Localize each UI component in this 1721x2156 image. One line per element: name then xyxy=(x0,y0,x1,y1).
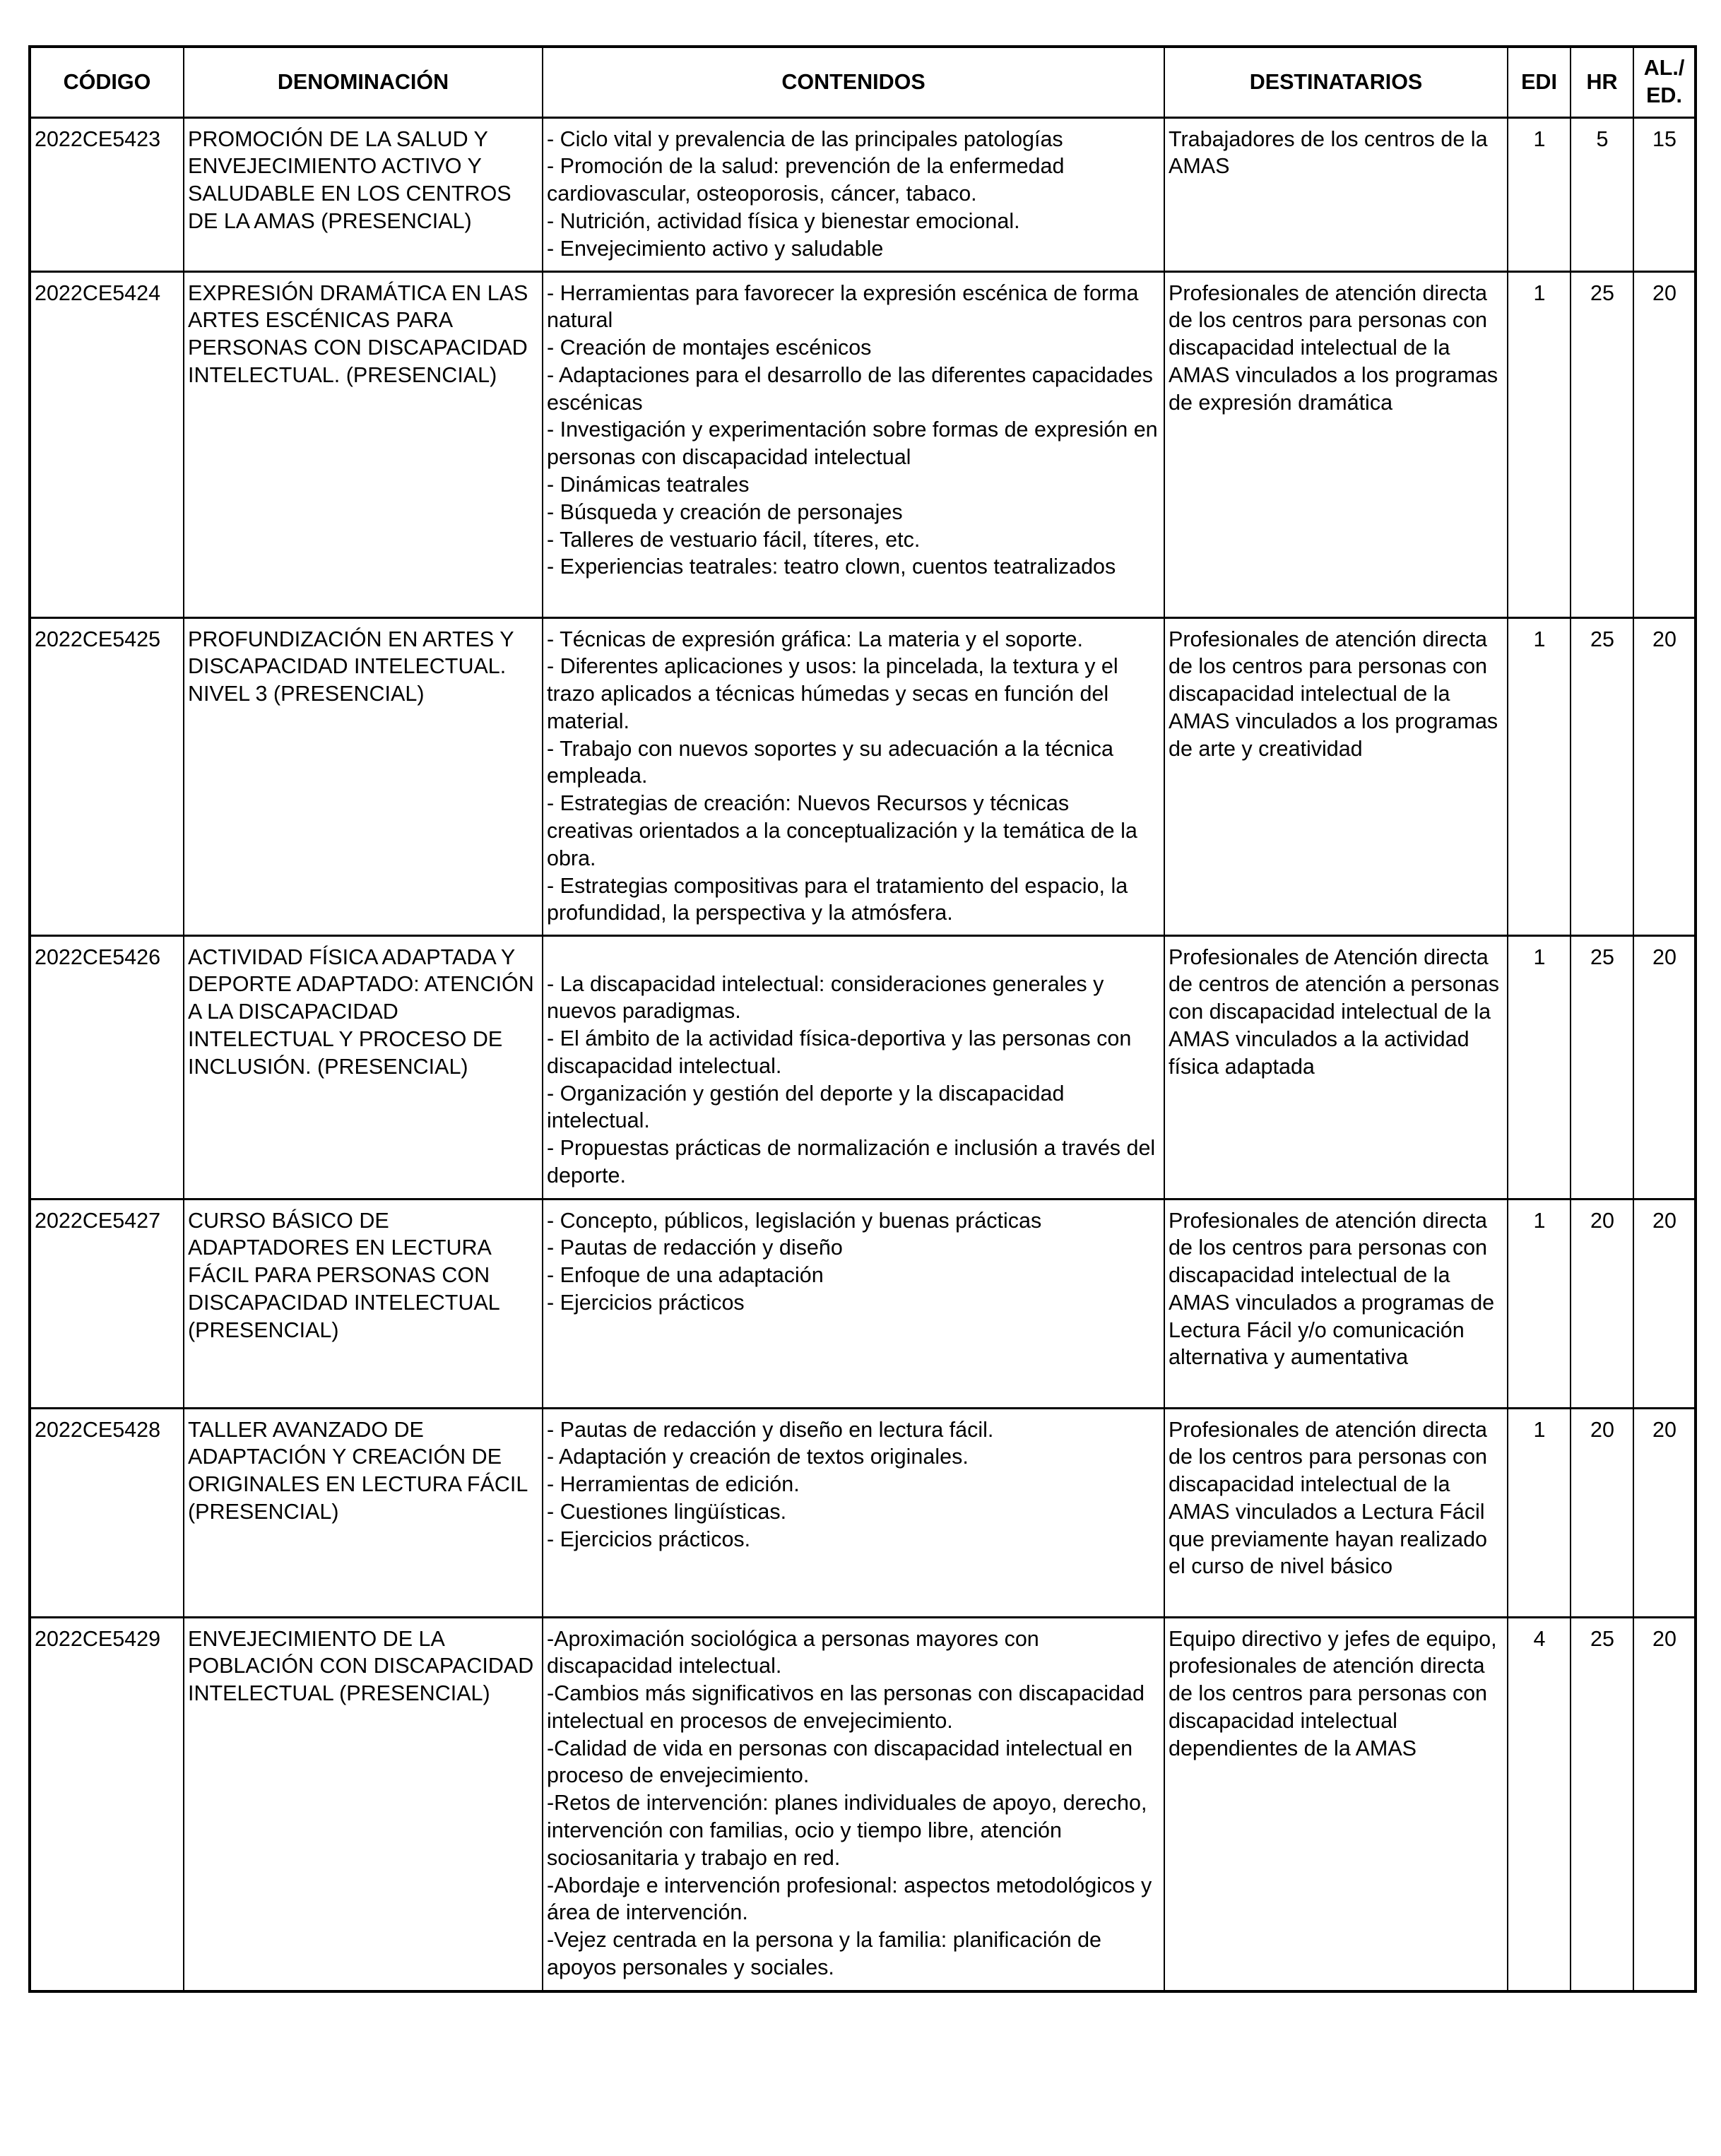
document-page xyxy=(28,45,1694,1993)
header-denominacion: DENOMINACIÓN xyxy=(184,47,543,117)
cell-al-ed: 20 xyxy=(1633,271,1696,617)
header-edi: EDI xyxy=(1508,47,1571,117)
cell-denominacion: TALLER AVANZADO DE ADAPTACIÓN Y CREACIÓN DE ORIGINALES EN LECTURA FÁCIL (PRESENCIAL) xyxy=(184,1408,543,1617)
cell-codigo: 2022CE5424 xyxy=(30,271,184,617)
cell-al-ed: 20 xyxy=(1633,1199,1696,1408)
cell-edi: 4 xyxy=(1508,1617,1571,1991)
content-line: - Ejercicios prácticos. xyxy=(547,1527,751,1551)
content-line: - Estrategias compositivas para el tratamiento del espacio, la profundidad, la perspectiva y la atmósfera. xyxy=(547,873,1128,925)
table-row xyxy=(30,617,1696,935)
cell-edi: 1 xyxy=(1508,935,1571,1199)
cell-contenidos xyxy=(543,1199,1164,1408)
content-line: - Experiencias teatrales: teatro clown, cuentos teatralizados xyxy=(547,555,1116,579)
cell-destinatarios: Profesionales de atención directa de los centros para personas con discapacidad intelectual de la AMAS vinculados a los programas de expresión dramática xyxy=(1164,271,1508,617)
content-line: - Talleres de vestuario fácil, títeres, etc. xyxy=(547,527,921,552)
cell-hr: 25 xyxy=(1571,271,1633,617)
cell-destinatarios: Profesionales de Atención directa de centros de atención a personas con discapacidad intelectual de la AMAS vinculados a la actividad física adaptada xyxy=(1164,935,1508,1199)
content-line: -Abordaje e intervención profesional: aspectos metodológicos y área de intervención. xyxy=(547,1873,1152,1925)
table-body xyxy=(30,117,1696,1991)
cell-edi: 1 xyxy=(1508,271,1571,617)
cell-hr: 25 xyxy=(1571,617,1633,935)
cell-contenidos xyxy=(543,117,1164,271)
cell-codigo: 2022CE5425 xyxy=(30,617,184,935)
content-line: - Estrategias de creación: Nuevos Recursos y técnicas creativas orientados a la conceptualización y la temática de la obra. xyxy=(547,791,1137,870)
cell-codigo: 2022CE5426 xyxy=(30,935,184,1199)
cell-codigo: 2022CE5427 xyxy=(30,1199,184,1408)
content-line: - Búsqueda y creación de personajes xyxy=(547,499,903,524)
content-line: -Retos de intervención: planes individuales de apoyo, derecho, intervención con familias, ocio y tiempo libre, atención sociosanitaria y trabajo en red. xyxy=(547,1791,1147,1870)
cell-contenidos xyxy=(543,271,1164,617)
cell-contenidos xyxy=(543,1408,1164,1617)
cell-edi: 1 xyxy=(1508,1408,1571,1617)
cell-hr: 20 xyxy=(1571,1408,1633,1617)
cell-contenidos xyxy=(543,1617,1164,1991)
content-line: - Envejecimiento activo y saludable xyxy=(547,236,884,261)
content-line: - Cuestiones lingüísticas. xyxy=(547,1499,787,1524)
header-contenidos: CONTENIDOS xyxy=(543,47,1164,117)
content-line: - El ámbito de la actividad física-deportiva y las personas con discapacidad intelectual. xyxy=(547,1026,1132,1078)
content-line: - Enfoque de una adaptación xyxy=(547,1263,824,1288)
cell-denominacion: PROFUNDIZACIÓN EN ARTES Y DISCAPACIDAD INTELECTUAL. NIVEL 3 (PRESENCIAL) xyxy=(184,617,543,935)
cell-destinatarios: Profesionales de atención directa de los centros para personas con discapacidad intelectual de la AMAS vinculados a los programas de arte y creatividad xyxy=(1164,617,1508,935)
table-row xyxy=(30,1199,1696,1408)
cell-hr: 25 xyxy=(1571,935,1633,1199)
content-line: - Adaptación y creación de textos originales. xyxy=(547,1445,969,1469)
cell-denominacion: ACTIVIDAD FÍSICA ADAPTADA Y DEPORTE ADAPTADO: ATENCIÓN A LA DISCAPACIDAD INTELECTUAL Y PROCESO DE INCLUSIÓN. (PRESENCIAL) xyxy=(184,935,543,1199)
content-line: - Dinámicas teatrales xyxy=(547,473,750,497)
cell-codigo: 2022CE5428 xyxy=(30,1408,184,1617)
cell-destinatarios: Profesionales de atención directa de los centros para personas con discapacidad intelectual de la AMAS vinculados a Lectura Fácil que previamente hayan realizado el curso de nivel básico xyxy=(1164,1408,1508,1617)
table-row xyxy=(30,117,1696,271)
cell-al-ed: 20 xyxy=(1633,935,1696,1199)
header-codigo: CÓDIGO xyxy=(30,47,184,117)
cell-hr: 20 xyxy=(1571,1199,1633,1408)
content-line: - Ciclo vital y prevalencia de las principales patologías xyxy=(547,126,1063,151)
content-line: -Cambios más significativos en las personas con discapacidad intelectual en procesos de envejecimiento. xyxy=(547,1681,1145,1733)
content-line: - Nutrición, actividad física y bienestar emocional. xyxy=(547,208,1020,233)
table-row xyxy=(30,1617,1696,1991)
cell-hr: 25 xyxy=(1571,1617,1633,1991)
content-line: - Concepto, públicos, legislación y buenas prácticas xyxy=(547,1208,1042,1233)
table-row xyxy=(30,271,1696,617)
cell-destinatarios: Trabajadores de los centros de la AMAS xyxy=(1164,117,1508,271)
cell-al-ed: 20 xyxy=(1633,1617,1696,1991)
content-line: -Aproximación sociológica a personas mayores con discapacidad intelectual. xyxy=(547,1626,1039,1678)
cell-edi: 1 xyxy=(1508,117,1571,271)
content-line: -Calidad de vida en personas con discapacidad intelectual en proceso de envejecimiento. xyxy=(547,1736,1133,1788)
cell-hr: 5 xyxy=(1571,117,1633,271)
header-destinatarios: DESTINATARIOS xyxy=(1164,47,1508,117)
content-line: - Pautas de redacción y diseño en lectura fácil. xyxy=(547,1417,994,1442)
table-row xyxy=(30,935,1696,1199)
content-line: - Adaptaciones para el desarrollo de las diferentes capacidades escénicas xyxy=(547,362,1153,415)
header-hr: HR xyxy=(1571,47,1633,117)
header-al-ed: AL./ ED. xyxy=(1633,47,1696,117)
cell-edi: 1 xyxy=(1508,617,1571,935)
content-line: -Vejez centrada en la persona y la familia: planificación de apoyos personales y sociales. xyxy=(547,1928,1101,1980)
cell-al-ed: 20 xyxy=(1633,617,1696,935)
cell-denominacion: PROMOCIÓN DE LA SALUD Y ENVEJECIMIENTO ACTIVO Y SALUDABLE EN LOS CENTROS DE LA AMAS (PRESENCIAL) xyxy=(184,117,543,271)
content-line: - Técnicas de expresión gráfica: La materia y el soporte. xyxy=(547,627,1083,651)
table-header-row xyxy=(30,47,1696,117)
cell-contenidos xyxy=(543,617,1164,935)
cell-al-ed: 20 xyxy=(1633,1408,1696,1617)
cell-codigo: 2022CE5429 xyxy=(30,1617,184,1991)
cell-contenidos xyxy=(543,935,1164,1199)
cell-al-ed: 15 xyxy=(1633,117,1696,271)
content-line: - Investigación y experimentación sobre formas de expresión en personas con discapacidad intelectual xyxy=(547,417,1158,470)
content-line: - Promoción de la salud: prevención de la enfermedad cardiovascular, osteoporosis, cáncer, tabaco. xyxy=(547,154,1065,206)
table-row xyxy=(30,1408,1696,1617)
cell-codigo: 2022CE5423 xyxy=(30,117,184,271)
cell-denominacion: EXPRESIÓN DRAMÁTICA EN LAS ARTES ESCÉNICAS PARA PERSONAS CON DISCAPACIDAD INTELECTUAL. (PRESENCIAL) xyxy=(184,271,543,617)
content-line: - Pautas de redacción y diseño xyxy=(547,1236,843,1260)
content-line: - Creación de montajes escénicos xyxy=(547,336,872,360)
cell-destinatarios: Profesionales de atención directa de los centros para personas con discapacidad intelectual de la AMAS vinculados a programas de Lectura Fácil y/o comunicación alternativa y aumentativa xyxy=(1164,1199,1508,1408)
cell-denominacion: CURSO BÁSICO DE ADAPTADORES EN LECTURA FÁCIL PARA PERSONAS CON DISCAPACIDAD INTELECTUAL (PRESENCIAL) xyxy=(184,1199,543,1408)
content-line: - Trabajo con nuevos soportes y su adecuación a la técnica empleada. xyxy=(547,736,1113,788)
courses-table xyxy=(28,45,1697,1993)
content-line: - Herramientas para favorecer la expresión escénica de forma natural xyxy=(547,280,1139,333)
content-line: - Diferentes aplicaciones y usos: la pincelada, la textura y el trazo aplicados a técnicas húmedas y secas en función del material. xyxy=(547,654,1118,733)
content-line: - La discapacidad intelectual: consideraciones generales y nuevos paradigmas. xyxy=(547,971,1104,1024)
cell-destinatarios: Equipo directivo y jefes de equipo, profesionales de atención directa de los centros para personas con discapacidad intelectual dependientes de la AMAS xyxy=(1164,1617,1508,1991)
content-line: - Organización y gestión del deporte y la discapacidad intelectual. xyxy=(547,1081,1065,1133)
content-line: - Ejercicios prácticos xyxy=(547,1290,745,1315)
cell-denominacion: ENVEJECIMIENTO DE LA POBLACIÓN CON DISCAPACIDAD INTELECTUAL (PRESENCIAL) xyxy=(184,1617,543,1991)
content-line: - Propuestas prácticas de normalización e inclusión a través del deporte. xyxy=(547,1136,1156,1188)
cell-edi: 1 xyxy=(1508,1199,1571,1408)
content-line: - Herramientas de edición. xyxy=(547,1472,800,1497)
